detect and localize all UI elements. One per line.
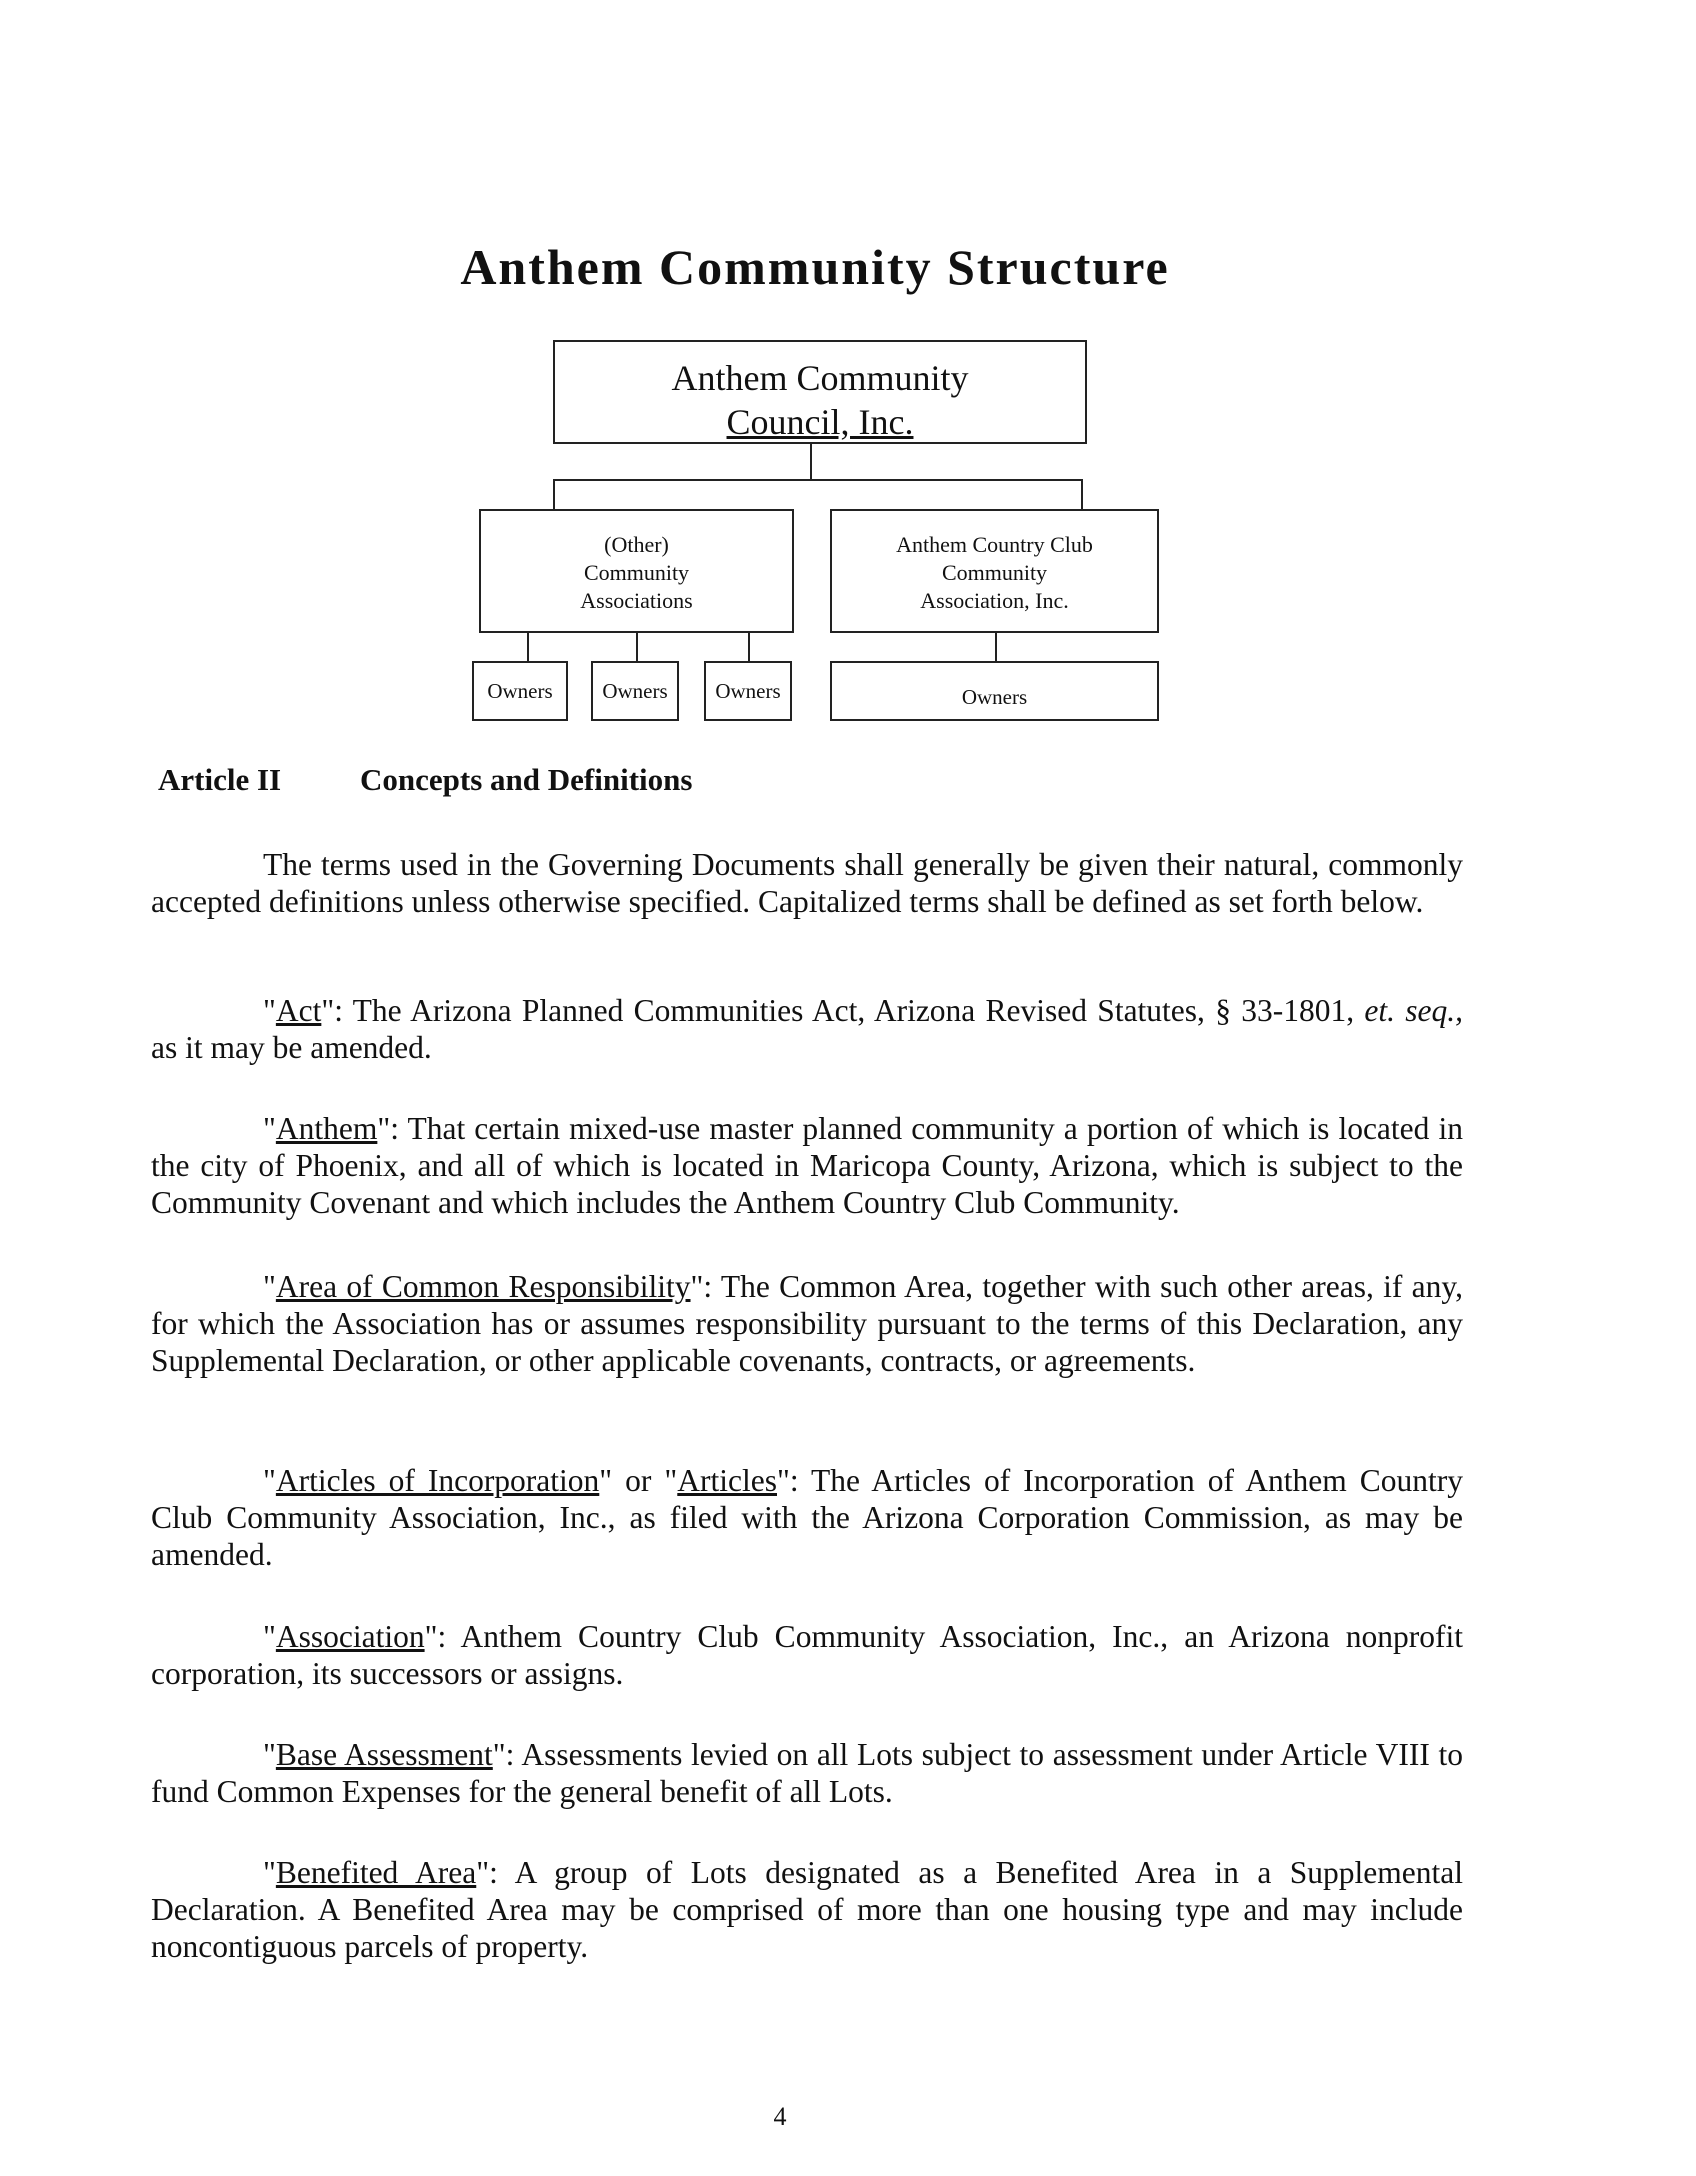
page-title: Anthem Community Structure: [460, 239, 1170, 295]
council-label-line1: Anthem Community: [671, 358, 969, 398]
definition-text: : The Common Area, together with such other areas, if any, for which the Association has or assumes responsibility pursuant to the terms of this Declaration, any Supplemental Declaration, or other applicable covenants, contracts, or agreements.: [151, 1269, 1463, 1378]
term-articles: Articles: [677, 1463, 777, 1498]
connector-line: [995, 633, 997, 661]
definition-act: "Act": The Arizona Planned Communities Act, Arizona Revised Statutes, § 33-1801, et. seq., as it may be amended.: [151, 993, 1463, 1065]
definition-association: "Association": Anthem Country Club Community Association, Inc., an Arizona nonprofit corporation, its successors or assigns.: [151, 1619, 1463, 1691]
definition-text: as it may be amended.: [151, 1030, 432, 1065]
definition-text: : The Articles of Incorporation of Anthem Country Club Community Association, Inc., as filed with the Arizona Corporation Commission, as may be amended.: [151, 1463, 1464, 1572]
term-articles-of-incorporation: Articles of Incorporation: [275, 1463, 600, 1498]
owners-box: Owners: [472, 661, 568, 721]
definition-text: : That certain mixed-use master planned community a portion of which is located in the city of Phoenix, and all of which is located in Maricopa County, Arizona, which is subject to the Community Covenant and which includes the Anthem Country Club Community.: [151, 1111, 1463, 1220]
other-assoc-line: Community: [583, 560, 690, 585]
article-title: Concepts and Definitions: [360, 762, 693, 797]
definition-base-assessment: "Base Assessment": Assessments levied on all Lots subject to assessment under Article VIII to fund Common Expenses for the general benefit of all Lots.: [151, 1737, 1463, 1809]
definition-text: or ": [612, 1463, 678, 1498]
definition-text: : Assessments levied on all Lots subject to assessment under Article VIII to fund Common Expenses for the general benefit of all Lots.: [151, 1737, 1463, 1809]
connector-line: [810, 444, 812, 481]
country-club-assoc-line: Association, Inc.: [920, 588, 1069, 613]
definition-italic: et. seq.,: [1364, 993, 1463, 1028]
term-anthem: Anthem: [275, 1111, 378, 1146]
definition-benefited-area: "Benefited Area": A group of Lots designated as a Benefited Area in a Supplemental Declaration. A Benefited Area may be comprised of more than one housing type and may include noncontiguous parcels of property.: [151, 1855, 1463, 1964]
connector-line: [748, 633, 750, 661]
term-act: Act: [275, 993, 322, 1028]
definition-anthem: "Anthem": That certain mixed-use master planned community a portion of which is located in the city of Phoenix, and all of which is located in Maricopa County, Arizona, which is subject to the Community Covenant and which includes the Anthem Country Club Community.: [151, 1111, 1463, 1220]
owners-box: Owners: [830, 661, 1159, 721]
term-base-assessment: Base Assessment: [275, 1737, 493, 1772]
definition-articles: "Articles of Incorporation" or "Articles": The Articles of Incorporation of Anthem Country Club Community Association, Inc., as filed with the Arizona Corporation Commission, as may be amended.: [151, 1463, 1464, 1572]
connector-line: [553, 479, 555, 509]
connector-line: [1081, 479, 1083, 509]
council-label-line2: Council, Inc.: [726, 402, 914, 442]
page-number: 4: [773, 2102, 787, 2131]
owners-box: Owners: [704, 661, 792, 721]
connector-line: [527, 633, 529, 661]
definition-text: : Anthem Country Club Community Association, Inc., an Arizona nonprofit corporation, its successors or assigns.: [151, 1619, 1463, 1691]
intro-paragraph: [151, 846, 1463, 920]
other-assoc-line: Associations: [580, 588, 693, 613]
article-number: Article II: [158, 762, 282, 797]
country-club-assoc-line: Community: [941, 560, 1048, 585]
owners-box: Owners: [591, 661, 679, 721]
connector-line: [553, 479, 1083, 481]
definition-text: : A group of Lots designated as a Benefited Area in a Supplemental Declaration. A Benefited Area may be comprised of more than one housing type and may include noncontiguous parcels of property.: [151, 1855, 1463, 1964]
term-benefited-area: Benefited Area: [275, 1855, 477, 1890]
council-box: [553, 340, 1087, 444]
country-club-association-box: [830, 509, 1159, 633]
definition-text: : The Arizona Planned Communities Act, Arizona Revised Statutes, § 33-1801,: [334, 993, 1365, 1028]
definition-area-of-common-responsibility: "Area of Common Responsibility": The Common Area, together with such other areas, if any, for which the Association has or assumes responsibility pursuant to the terms of this Declaration, any Supplemental Declaration, or other applicable covenants, contracts, or agreements.: [151, 1269, 1463, 1378]
term-association: Association: [275, 1619, 425, 1654]
connector-line: [636, 633, 638, 661]
country-club-assoc-line: Anthem Country Club: [896, 532, 1093, 557]
term-area: Area of Common Responsibility: [275, 1269, 691, 1304]
other-associations-box: [479, 509, 794, 633]
intro-text: The terms used in the Governing Documents shall generally be given their natural, commonly accepted definitions unless otherwise specified. Capitalized terms shall be defined as set forth below.: [151, 847, 1463, 919]
other-assoc-line: (Other): [604, 532, 669, 557]
